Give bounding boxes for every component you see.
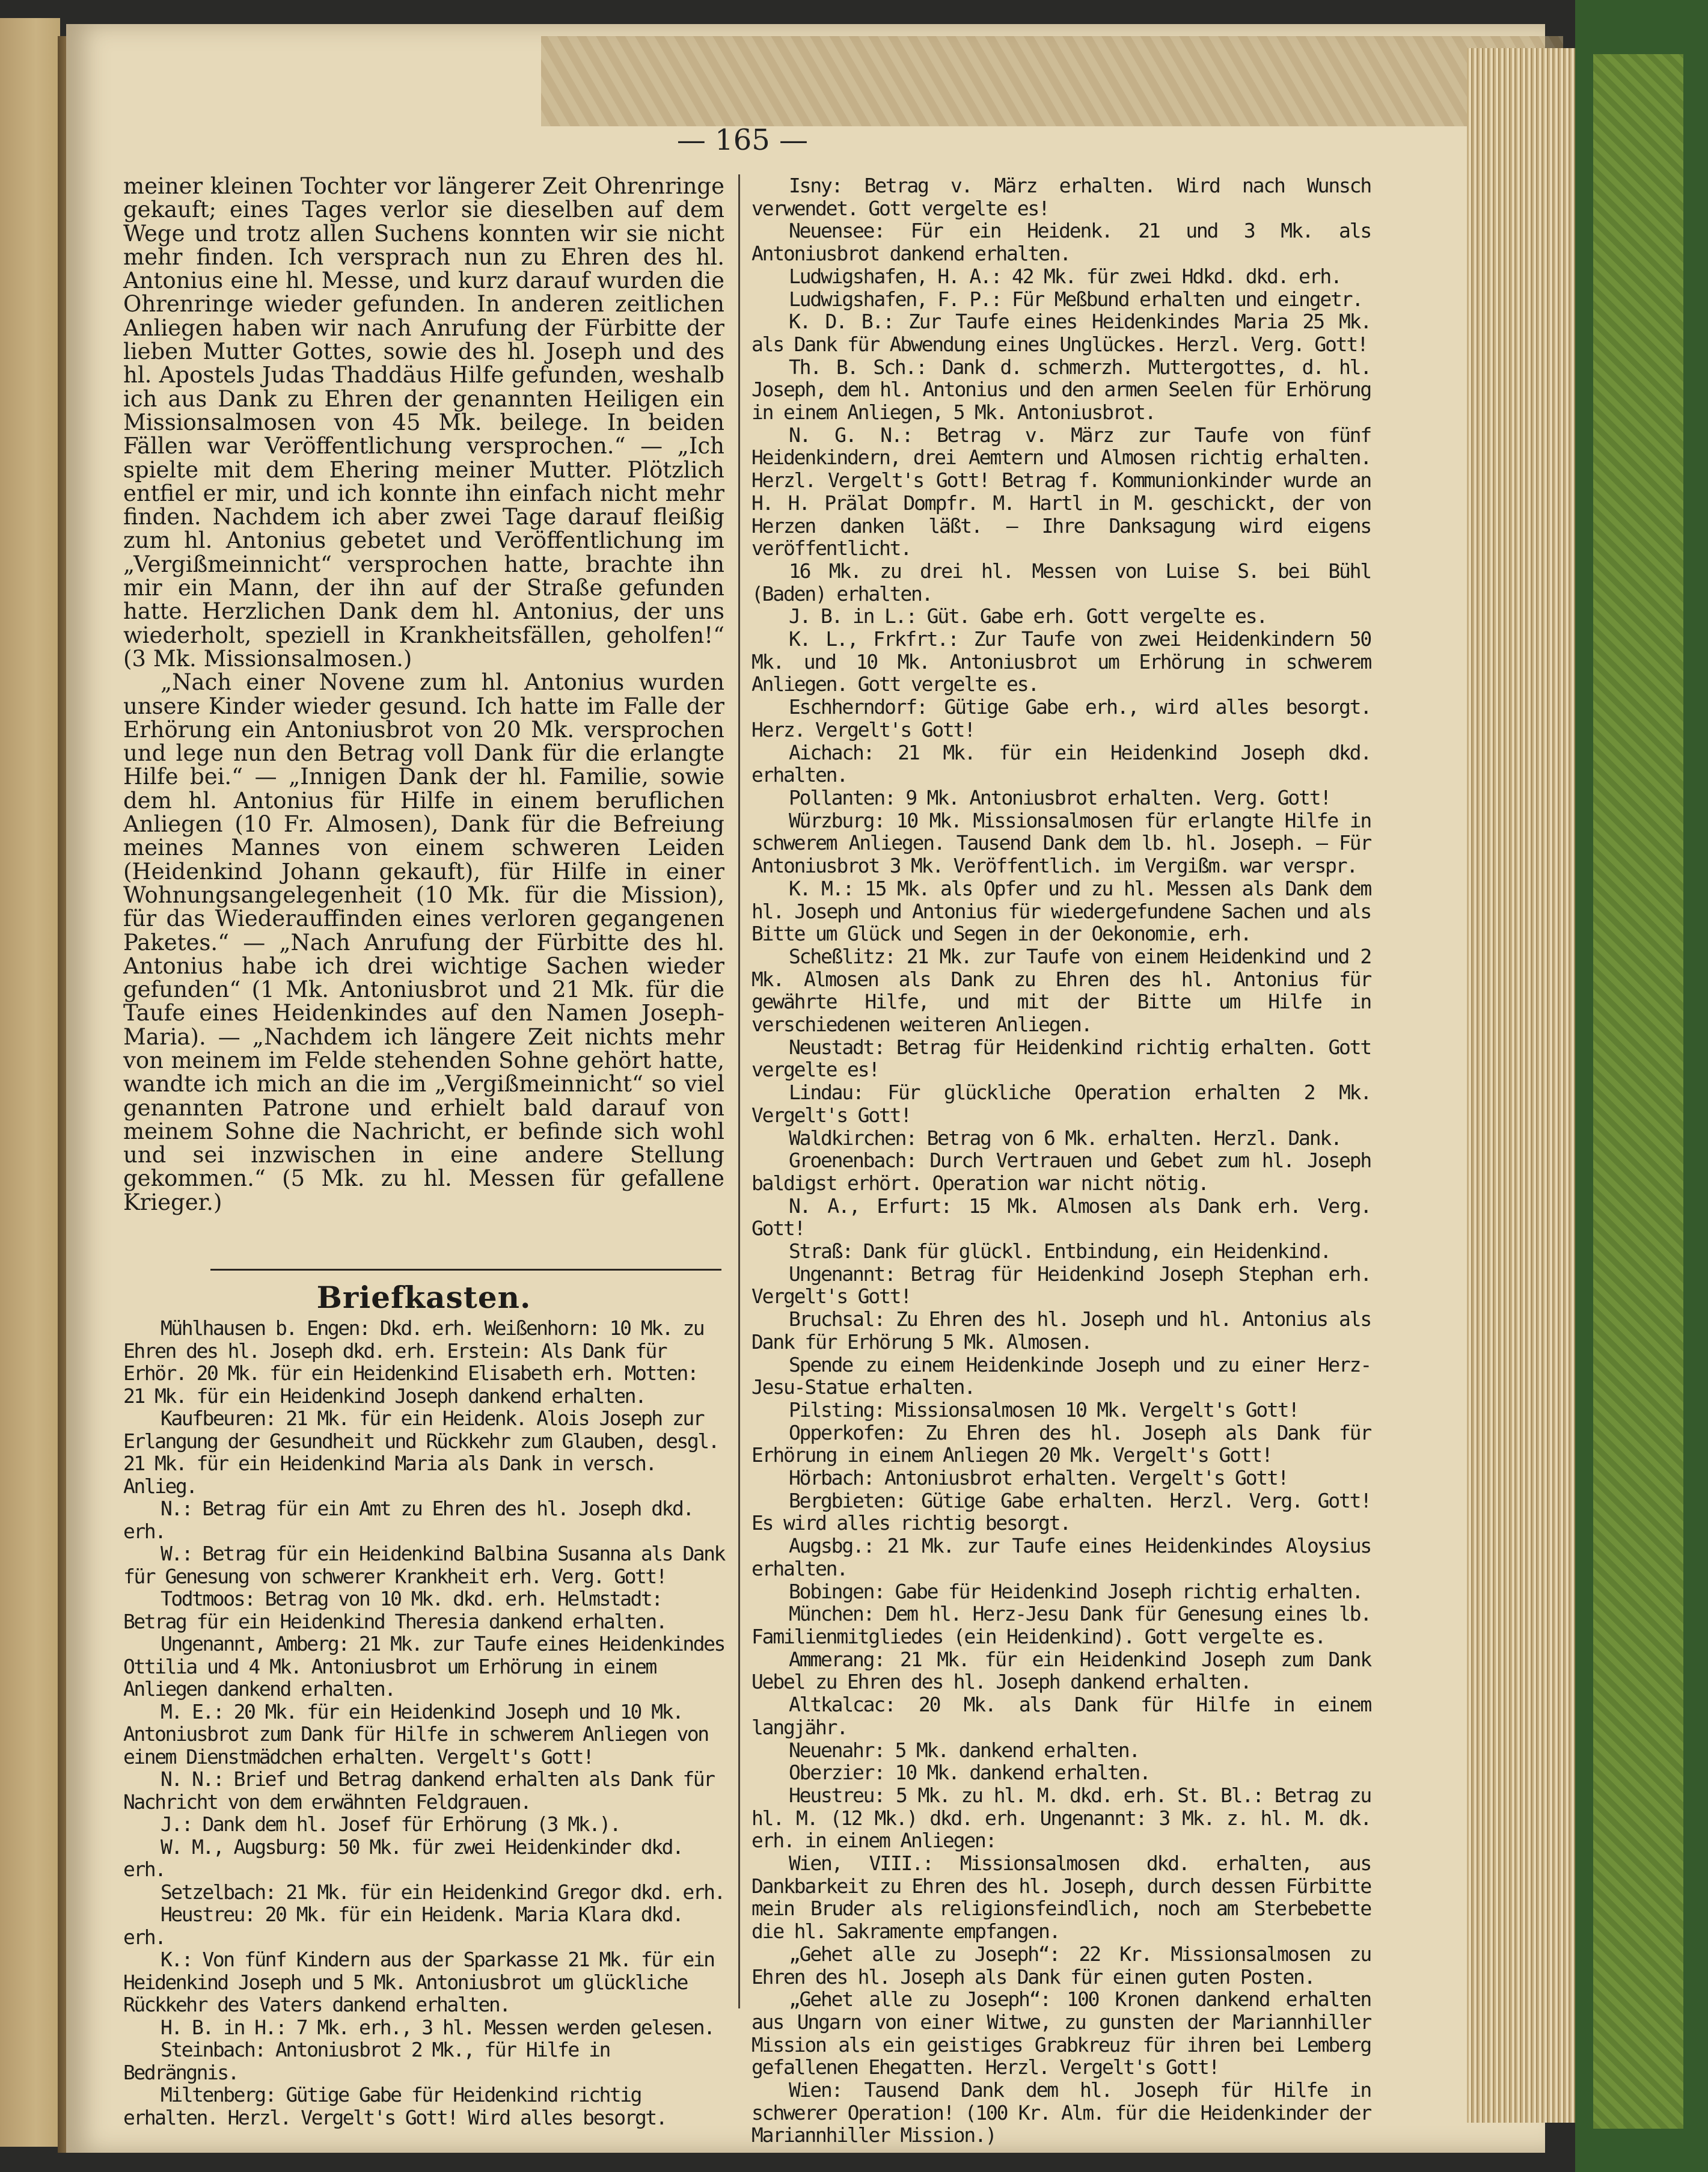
left-paragraph: „Nach einer Novene zum hl. Antonius wurden unsere Kinder wieder gesund. Ich hatte im Falle der Erhörung ein Antoniusbrot von 20 Mk. versprochen und lege nun den Betrag voll Dank für die erlangte Hilfe bei.“ — „Innigen Dank der hl. Familie, sowie dem hl. Antonius für Hilfe in einem beruflichen Anliegen (10 Fr. Almosen), Dank für die Befreiung meines Mannes von einem schweren Leiden (Heidenkind Johann gekauft), für Hilfe in einer Wohnungsangelegenheit (10 Mk. für die Mission), für das Wiederauffinden eines verloren gegangenen Paketes.“ — „Nach Anrufung der Fürbitte des hl. Antonius habe ich drei wichtige Sachen wieder gefunden“ (1 Mk. Antoniusbrot und 21 Mk. für die Taufe eines Heidenkindes auf den Namen Joseph-Maria). — „Nachdem ich längere Zeit nichts mehr von meinem im Felde stehenden Sohne gehört hatte, wandte ich mich an die im „Vergißmeinnicht“ so viel genannten Patrone und erhielt bald darauf von meinem Sohne die Nachricht, er befinde sich wohl und sei inzwischen in eine andere Stellung gekommen.“ (5 Mk. zu hl. Messen für gefallene Krieger.) (123, 669, 724, 1215)
paper-stain (541, 36, 1563, 126)
section-rule (210, 1269, 721, 1271)
right-entry: Ludwigshafen, H. A.: 42 Mk. für zwei Hdkd. dkd. erh. (789, 264, 1341, 288)
right-column (751, 174, 1371, 2147)
right-entry: 16 Mk. zu drei hl. Messen von Luise S. bei Bühl (Baden) erhalten. (751, 559, 1371, 606)
right-entry: Opperkofen: Zu Ehren des hl. Joseph als Dank für Erhörung in einem Anliegen 20 Mk. Vergelt's Gott! (751, 1420, 1371, 1467)
right-entry: Spende zu einem Heidenkinde Joseph und zu einer Herz-Jesu-Statue erhalten. (751, 1352, 1371, 1399)
right-entry: Bobingen: Gabe für Heidenkind Joseph richtig erhalten. (789, 1579, 1363, 1603)
mailbox-entry: N.: Betrag für ein Amt zu Ehren des hl. Joseph dkd. erh. (123, 1497, 693, 1543)
right-entry: Neuenahr: 5 Mk. dankend erhalten. (789, 1738, 1140, 1762)
right-entry: Augsbg.: 21 Mk. zur Taufe eines Heidenkindes Aloysius erhalten. (751, 1534, 1371, 1580)
mailbox-entry: W. M., Augsburg: 50 Mk. für zwei Heidenkinder dkd. erh. (123, 1835, 683, 1881)
right-entry: Bruchsal: Zu Ehren des hl. Joseph und hl. Antonius als Dank für Erhörung 5 Mk. Almosen. (751, 1307, 1371, 1354)
mailbox-entry: M. E.: 20 Mk. für ein Heidenkind Joseph und 10 Mk. Antoniusbrot zum Dank für Hilfe in schwerem Anliegen von einem Dienstmädchen erhalten. Vergelt's Gott! (123, 1699, 708, 1769)
mailbox-entry: Ungenannt, Amberg: 21 Mk. zur Taufe eines Heidenkindes Ottilia und 4 Mk. Antoniusbrot um Erhörung in einem Anliegen dankend erhalten. (123, 1632, 724, 1701)
right-entry: München: Dem hl. Herz-Jesu Dank für Genesung eines lb. Familienmitgliedes (ein Heidenkind). Gott vergelte es. (751, 1602, 1371, 1648)
mailbox-entry: Heustreu: 20 Mk. für ein Heidenk. Maria Klara dkd. erh. (123, 1903, 683, 1949)
right-entry: Scheßlitz: 21 Mk. zur Taufe von einem Heidenkind und 2 Mk. Almosen als Dank zu Ehren des hl. Antonius für gewährte Hilfe, und mit der Bitte um Hilfe in verschiedenen weiteren Anliegen. (751, 944, 1371, 1037)
mailbox-entry: J.: Dank dem hl. Josef für Erhörung (3 Mk.). (161, 1812, 620, 1836)
right-entry: „Gehet alle zu Joseph“: 22 Kr. Missionsalmosen zu Ehren des hl. Joseph als Dank für einen guten Posten. (751, 1942, 1371, 1989)
right-entry: Lindau: Für glückliche Operation erhalten 2 Mk. Vergelt's Gott! (751, 1081, 1371, 1127)
mailbox-entry: K.: Von fünf Kindern aus der Sparkasse 21 Mk. für ein Heidenkind Joseph und 5 Mk. Antoniusbrot um glückliche Rückkehr des Vaters dankend erhalten. (123, 1948, 714, 2016)
right-entry: N. G. N.: Betrag v. März zur Taufe von fünf Heidenkindern, drei Aemtern und Almosen richtig erhalten. Herzl. Vergelt's Gott! Betrag f. Kommunionkinder wurde an H. H. Prälat Dompfr. M. Hartl in M. geschickt, der von Herzen danken läßt. — Ihre Danksagung wird eigens veröffentlicht. (751, 423, 1371, 560)
right-entry: „Gehet alle zu Joseph“: 100 Kronen dankend erhalten aus Ungarn von einer Witwe, zu gunsten der Mariannhiller Mission als ein geistiges Grabkreuz für ihren bei Lemberg gefallenen Ehegatten. Herzl. Vergelt's Gott! (751, 1987, 1371, 2079)
mailbox-section (123, 1281, 724, 2129)
right-entry: Pilsting: Missionsalmosen 10 Mk. Vergelt's Gott! (789, 1397, 1299, 1422)
right-entry: K. D. B.: Zur Taufe eines Heidenkindes Maria 25 Mk. als Dank für Abwendung eines Unglückes. Herzl. Verg. Gott! (751, 310, 1371, 356)
mailbox-entry: N. N.: Brief und Betrag dankend erhalten als Dank für Nachricht von dem erwähnten Feldgrauen. (123, 1767, 714, 1814)
right-entry: Ammerang: 21 Mk. für ein Heidenkind Joseph zum Dank Uebel zu Ehren des hl. Joseph dankend erhalten. (751, 1647, 1371, 1694)
cover-board (1593, 54, 1683, 2129)
page-number: — 165 — (676, 123, 809, 157)
right-entry: Th. B. Sch.: Dank d. schmerzh. Muttergottes, d. hl. Joseph, dem hl. Antonius und den armen Seelen für Erhörung in einem Anliegen, 5 Mk. Antoniusbrot. (751, 355, 1371, 425)
mailbox-entry: Todtmoos: Betrag von 10 Mk. dkd. erh. Helmstadt: Betrag für ein Heidenkind Theresia dankend erhalten. (123, 1587, 667, 1633)
right-entry: Neustadt: Betrag für Heidenkind richtig erhalten. Gott vergelte es! (751, 1035, 1371, 1082)
right-entry: Würzburg: 10 Mk. Missionsalmosen für erlangte Hilfe in schwerem Anliegen. Tausend Dank dem lb. hl. Joseph. — Für Antoniusbrot 3 Mk. Veröffentlich. im Vergißm. war verspr. (751, 808, 1371, 878)
left-page-edge (0, 18, 60, 2147)
page-edges (1467, 48, 1575, 2123)
right-entry: Bergbieten: Gütige Gabe erhalten. Herzl. Verg. Gott! Es wird alles richtig besorgt. (751, 1488, 1371, 1535)
right-entry: Wien: Tausend Dank dem hl. Joseph für Hilfe in schwerer Operation! (100 Kr. Alm. für die Heidenkinder der Mariannhiller Mission.) (751, 2078, 1371, 2147)
right-entry: Oberzier: 10 Mk. dankend erhalten. (789, 1761, 1150, 1785)
right-entry: Eschherndorf: Gütige Gabe erh., wird alles besorgt. Herz. Vergelt's Gott! (751, 695, 1371, 741)
right-entry: Groenenbach: Durch Vertrauen und Gebet zum hl. Joseph baldigst erhört. Operation war nicht nötig. (751, 1149, 1371, 1195)
right-entry: Pollanten: 9 Mk. Antoniusbrot erhalten. Verg. Gott! (789, 785, 1331, 809)
right-entry: K. L., Frkfrt.: Zur Taufe von zwei Heidenkindern 50 Mk. und 10 Mk. Antoniusbrot um Erhörung in schwerem Anliegen. Gott vergelte es. (751, 627, 1371, 696)
right-entry: Straß: Dank für glückl. Entbindung, ein Heidenkind. (789, 1239, 1331, 1263)
mailbox-entry: H. B. in H.: 7 Mk. erh., 3 hl. Messen werden gelesen. (161, 2015, 714, 2039)
right-entry: Ludwigshafen, F. P.: Für Meßbund erhalten und eingetr. (789, 287, 1363, 311)
right-entry: Heustreu: 5 Mk. zu hl. M. dkd. erh. St. Bl.: Betrag zu hl. M. (12 Mk.) dkd. erh. Ungenannt: 3 Mk. z. hl. M. dk. erh. in einem Anliegen: (751, 1783, 1371, 1853)
right-entry: N. A., Erfurt: 15 Mk. Almosen als Dank erh. Verg. Gott! (751, 1194, 1371, 1241)
right-entry: Waldkirchen: Betrag von 6 Mk. erhalten. Herzl. Dank. (789, 1126, 1341, 1150)
right-entry: Isny: Betrag v. März erhalten. Wird nach Wunsch verwendet. Gott vergelte es! (751, 174, 1371, 220)
mailbox-entry: W.: Betrag für ein Heidenkind Balbina Susanna als Dank für Genesung von schwerer Krankheit erh. Verg. Gott! (123, 1542, 724, 1588)
right-entry: J. B. in L.: Güt. Gabe erh. Gott vergelte es. (789, 604, 1267, 628)
right-entry: Altkalcac: 20 Mk. als Dank für Hilfe in einem langjähr. (751, 1693, 1371, 1739)
column-divider (738, 174, 740, 2008)
right-entry: Hörbach: Antoniusbrot erhalten. Vergelt's Gott! (789, 1466, 1288, 1490)
right-entry: Aichach: 21 Mk. für ein Heidenkind Joseph dkd. erhalten. (751, 740, 1371, 787)
right-entry: Wien, VIII.: Missionsalmosen dkd. erhalten, aus Dankbarkeit zu Ehren des hl. Joseph, durch dessen Fürbitte mein Bruder als religionsfeindlich, noch am Sterbebette die hl. Sakramente empfangen. (751, 1851, 1371, 1943)
right-entry: K. M.: 15 Mk. als Opfer und zu hl. Messen als Dank dem hl. Joseph und Antonius für wiedergefundene Sachen und als Bitte um Glück und Segen in der Oekonomie, erh. (751, 876, 1371, 946)
left-column (123, 174, 724, 1214)
mailbox-entry: Steinbach: Antoniusbrot 2 Mk., für Hilfe in Bedrängnis. (123, 2038, 610, 2084)
mailbox-entry: Kaufbeuren: 21 Mk. für ein Heidenk. Alois Joseph zur Erlangung der Gesundheit und Rückkehr zum Glauben, desgl. 21 Mk. für ein Heidenkind Maria als Dank in versch. Anlieg. (123, 1407, 718, 1498)
left-paragraph: meiner kleinen Tochter vor längerer Zeit Ohrenringe gekauft; eines Tages verlor sie dieselben auf dem Wege und trotz allen Suchens konnten wir sie nicht mehr finden. Ich versprach nun zu Ehren des hl. Antonius eine hl. Messe, und kurz darauf wurden die Ohrenringe wieder gefunden. In anderen zeitlichen Anliegen haben wir nach Anrufung der Fürbitte der lieben Mutter Gottes, sowie des hl. Joseph und des hl. Apostels Judas Thaddäus Hilfe gefunden, weshalb ich aus Dank zu Ehren der genannten Heiligen ein Missionsalmosen von 45 Mk. beilege. In beiden Fällen war Veröffentlichung versprochen.“ — „Ich spielte mit dem Ehering meiner Mutter. Plötzlich entfiel er mir, und ich konnte ihn einfach nicht mehr finden. Nachdem ich aber zwei Tage darauf fleißig zum hl. Antonius gebetet und Veröffentlichung im „Vergißmeinnicht“ versprochen hatte, brachte ihn mir ein Mann, der ihn auf der Straße gefunden hatte. Herzlichen Dank dem hl. Antonius, der uns wiederholt, speziell in Krankheitsfällen, geholfen!“ (3 Mk. Missionsalmosen.) (123, 173, 724, 672)
mailbox-entry: Setzelbach: 21 Mk. für ein Heidenkind Gregor dkd. erh. (161, 1880, 724, 1904)
mailbox-entry: Miltenberg: Gütige Gabe für Heidenkind richtig erhalten. Herzl. Vergelt's Gott! Wird alles besorgt. (123, 2083, 667, 2129)
mailbox-entry: Mühlhausen b. Engen: Dkd. erh. Weißenhorn: 10 Mk. zu Ehren des hl. Joseph dkd. erh. Erstein: Als Dank für Erhör. 20 Mk. für ein Heidenkind Elisabeth erh. Motten: 21 Mk. für ein Heidenkind Joseph dankend erhalten. (123, 1316, 704, 1408)
right-entry: Neuensee: Für ein Heidenk. 21 und 3 Mk. als Antoniusbrot dankend erhalten. (751, 219, 1371, 266)
right-entry: Ungenannt: Betrag für Heidenkind Joseph Stephan erh. Vergelt's Gott! (751, 1262, 1371, 1308)
mailbox-title: Briefkasten. (316, 1280, 531, 1315)
